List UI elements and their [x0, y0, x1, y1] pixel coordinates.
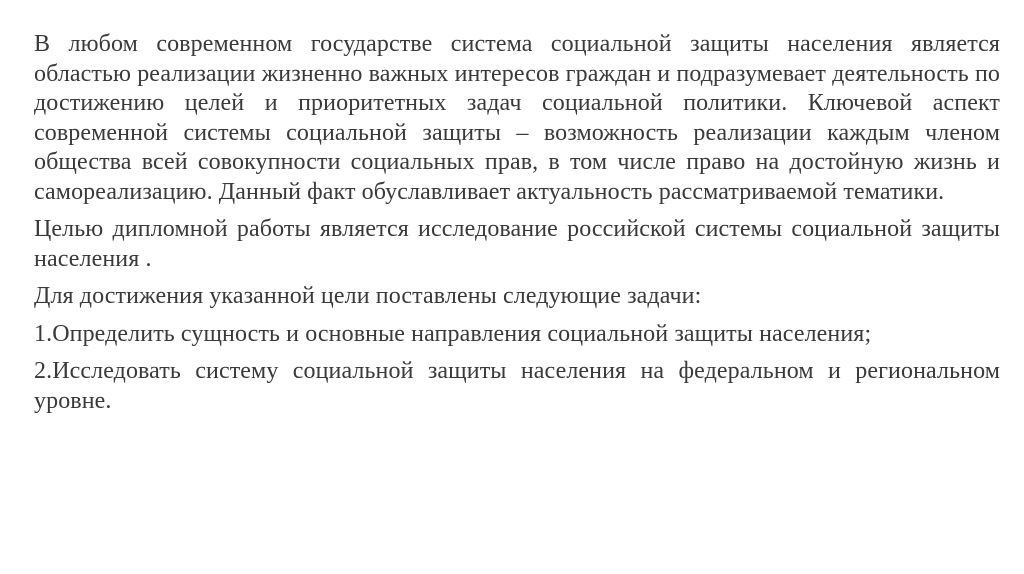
tasks-intro-paragraph: Для достижения указанной цели поставлены следующие задачи: [34, 283, 702, 309]
goal-paragraph: Целью дипломной работы является исследование российской системы социальной защиты населения . [34, 216, 1000, 272]
task-1-paragraph: 1.Определить сущность и основные направления социальной защиты населения; [34, 320, 872, 347]
task-2-paragraph: 2.Исследовать систему социальной защиты населения на федеральном и региональном уровне. [34, 358, 1000, 414]
intro-paragraph: В любом современном государстве система социальной защиты населения является областью реализации жизненно важных интересов граждан и подразумевает деятельность по достижению целей и приоритетных задач социальной политики. Ключевой аспект современной системы социальной защиты – возможность реализации каждым членом общества всей совокупности социальных прав, в том числе право на достойную жизнь и самореализацию. Данный факт обуславливает актуальность рассматриваемой тематики. [34, 31, 1000, 205]
